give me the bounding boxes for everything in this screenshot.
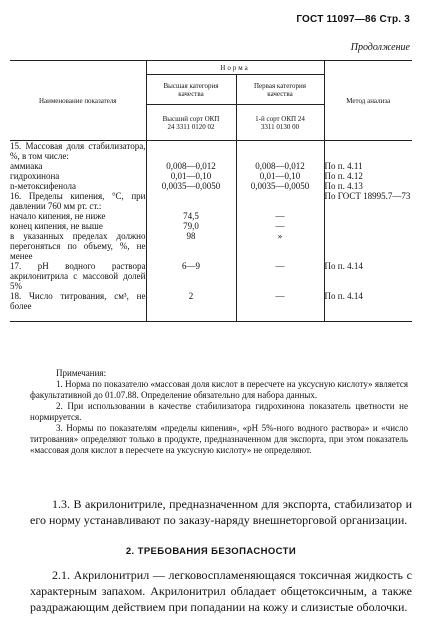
paragraph-text: 1.3. В акрилонитриле, предназначенном для экспорта, стабилизатор и его норму устанавливают по заказу-наряду внешнеторговой организации.	[30, 497, 412, 527]
paragraph-1-3	[30, 496, 412, 528]
table-row	[10, 231, 412, 261]
indicator-name: аммиака	[10, 161, 43, 171]
section-title: 2. ТРЕБОВАНИЯ БЕЗОПАСНОСТИ	[125, 546, 297, 557]
method-cell: По п. 4.14	[324, 291, 412, 322]
value-high-grade: 79,0	[146, 221, 236, 231]
method-cell: По п. 4.13	[324, 181, 412, 191]
value-first-grade: 0,01—0,10	[236, 171, 324, 181]
continuation-label: Продолжение	[350, 42, 410, 53]
header-sort-high: Высший сорт ОКП 24 3311 0120 02	[146, 105, 236, 141]
notes-block	[30, 368, 408, 456]
indicator-name: конец кипения, не выше	[10, 221, 103, 231]
method-cell	[324, 211, 412, 221]
norm-table	[10, 60, 412, 322]
table-row	[10, 181, 412, 191]
indicator-name: начало кипения, не ниже	[10, 211, 106, 221]
indicator-name: 15. Массовая доля стабилизатора, %, в том числе:	[10, 141, 146, 161]
method-cell	[324, 231, 412, 261]
header-grade-first: Первая категория качества	[236, 75, 324, 105]
note-item: 1. Норма по показателю «массовая доля кислот в пересчете на уксусную кислоту» является факультативной до 01.07.88. Определение обязательно для набора данных.	[30, 379, 408, 400]
table-row	[10, 141, 412, 162]
method-cell: По п. 4.12	[324, 171, 412, 181]
page-header: ГОСТ 11097—86 Стр. 3	[296, 14, 410, 25]
indicator-name: 16. Пределы кипения, °С, при давлении 760 мм рт. ст.:	[10, 191, 146, 211]
method-cell	[324, 221, 412, 231]
indicator-name: в указанных пределах должно перегоняться по объему, %, не менее	[10, 231, 146, 261]
table-row	[10, 211, 412, 221]
value-high-grade: 0,008—0,012	[146, 161, 236, 171]
table-row	[10, 191, 412, 211]
value-high-grade: 98	[146, 231, 236, 261]
value-high-grade: 2	[146, 291, 236, 322]
value-first-grade: —	[236, 211, 324, 221]
value-first-grade: —	[236, 221, 324, 231]
value-high-grade	[146, 141, 236, 162]
header-norma: Норма	[146, 61, 324, 75]
value-high-grade: 74,5	[146, 211, 236, 221]
value-first-grade: 0,0035—0,0050	[236, 181, 324, 191]
header-indicator-name: Наименование показателя	[10, 61, 146, 141]
value-first-grade: —	[236, 261, 324, 291]
note-item: 2. При использовании в качестве стабилизатора гидрохинона показатель цветности не нормируется.	[30, 401, 408, 422]
table-body	[10, 141, 412, 322]
header-sort-first: 1-й сорт ОКП 24 3311 0130 00	[236, 105, 324, 141]
table-row	[10, 261, 412, 291]
method-cell	[324, 141, 412, 162]
indicator-name: n-метоксифенола	[10, 181, 76, 191]
value-high-grade: 6—9	[146, 261, 236, 291]
header-grade-high: Высшая категория качества	[146, 75, 236, 105]
value-first-grade: »	[236, 231, 324, 261]
value-high-grade: 0,01—0,10	[146, 171, 236, 181]
value-first-grade: 0,008—0,012	[236, 161, 324, 171]
value-high-grade: 0,0035—0,0050	[146, 181, 236, 191]
table-row	[10, 291, 412, 322]
indicator-name: 17. рН водного раствора акрилонитрила с массовой долей 5%	[10, 261, 146, 291]
table-header-row-top	[10, 61, 412, 75]
note-item: 3. Нормы по показателям «пределы кипения», «рН 5%-ного водного раствора» и «число титрования» определяют только в продукте, предназначенном для экспорта, при этом показатель «массовая доля кислот в пересчете на уксусную кислоту» не определяют.	[30, 423, 408, 455]
value-first-grade	[236, 191, 324, 211]
table-row	[10, 161, 412, 171]
table-row	[10, 221, 412, 231]
indicator-name: гидрохинона	[10, 171, 60, 181]
paragraph-2-1	[30, 567, 412, 615]
indicator-name: 18. Число титрования, см³, не более	[10, 291, 146, 311]
notes-title: Примечания:	[56, 368, 107, 378]
value-first-grade	[236, 141, 324, 162]
method-cell: По п. 4.14	[324, 261, 412, 291]
paragraph-text: 2.1. Акрилонитрил — легковоспламеняющаяся токсичная жидкость с характерным запахом. Акрилонитрил обладает общетоксичным, а также раздражающим действием при попадании на кожу и слизистые оболочки.	[30, 568, 412, 614]
method-cell: По п. 4.11	[324, 161, 412, 171]
method-cell: По ГОСТ 18995.7—73	[324, 191, 412, 211]
value-first-grade: —	[236, 291, 324, 322]
table-row	[10, 171, 412, 181]
header-method: Метод анализа	[324, 61, 412, 141]
value-high-grade	[146, 191, 236, 211]
